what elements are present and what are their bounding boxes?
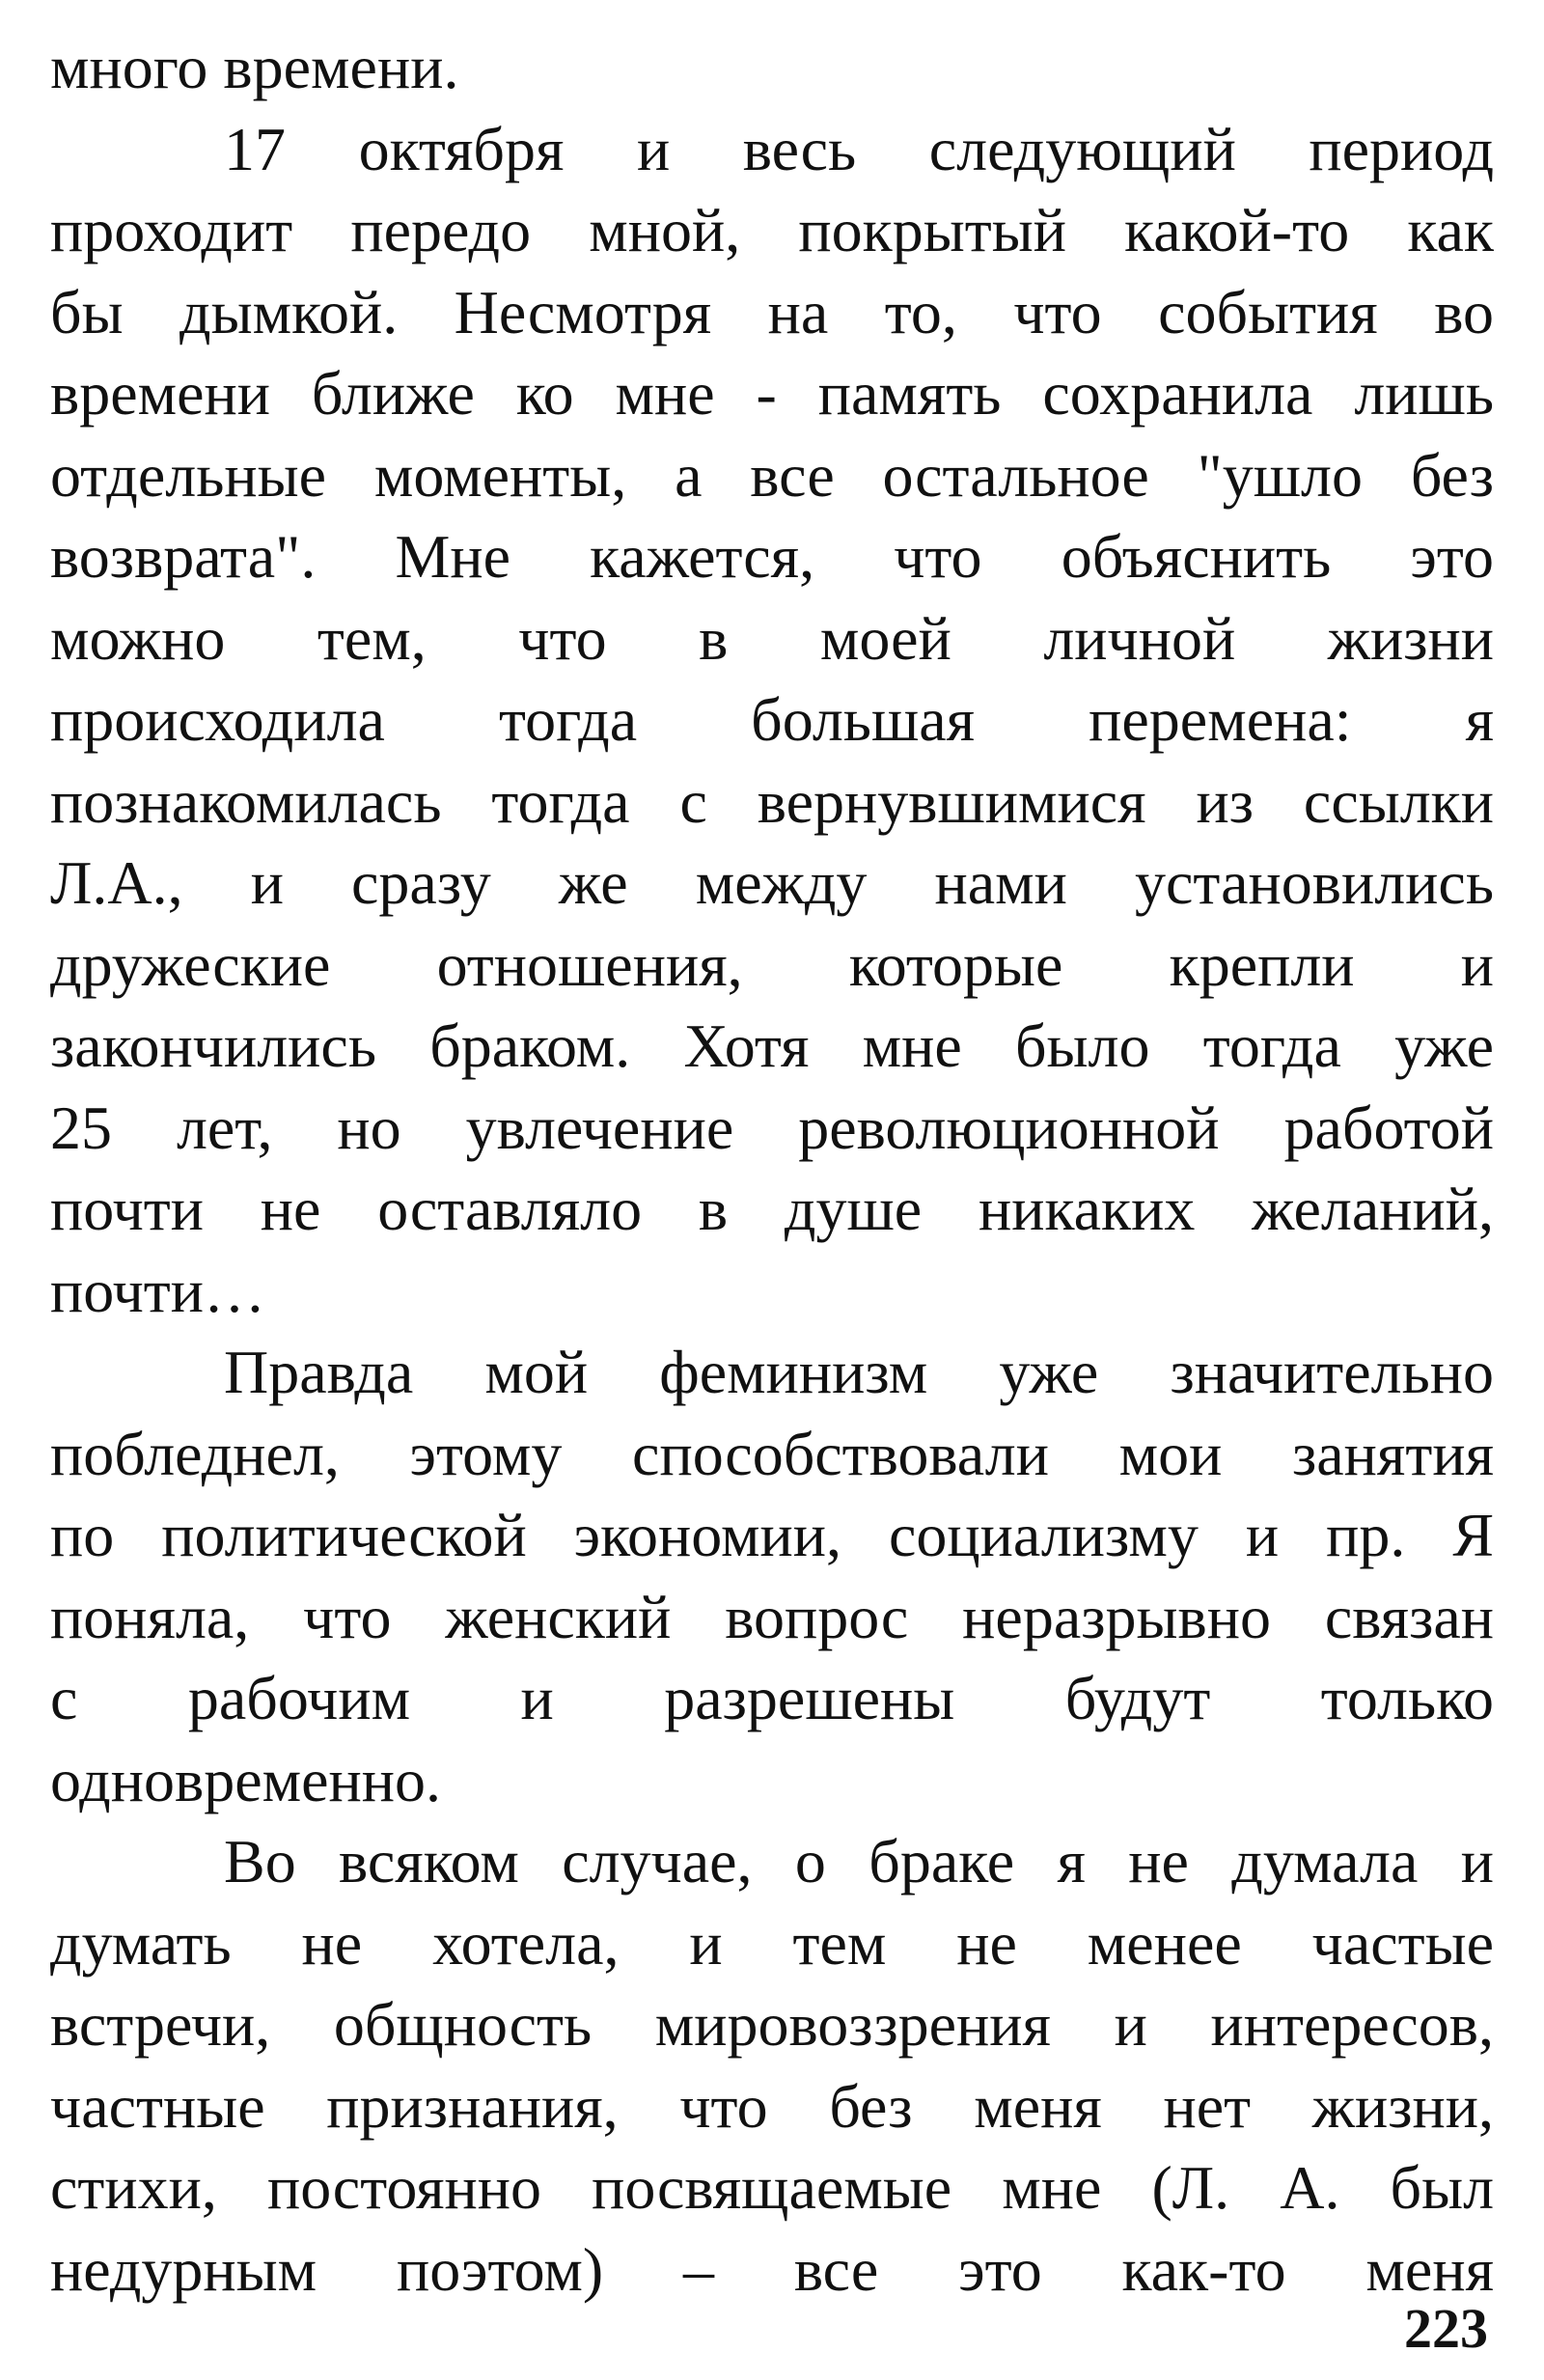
text-line: думать не хотела, и тем не менее частые (50, 1908, 1494, 1978)
body-text (50, 27, 1494, 2311)
text-line: почти не оставляло в душе никаких желаний, (50, 1175, 1494, 1243)
text-line: 17 октября и весь следующий период (224, 114, 1494, 183)
text-line: Правда мой феминизм уже значительно (224, 1338, 1494, 1406)
text-line: Во всяком случае, о браке я не думала и (224, 1827, 1494, 1896)
text-line: закончились браком. Хотя мне было тогда уже (50, 1011, 1494, 1080)
text-line: стихи, постоянно посвящаемые мне (Л. А. был (50, 2153, 1494, 2222)
text-line: происходила тогда большая перемена: я (50, 685, 1494, 754)
text-line: 25 лет, но увлечение революционной работой (50, 1093, 1494, 1162)
text-line: почти… (50, 1256, 265, 1325)
text-line: можно тем, что в моей личной жизни (50, 603, 1494, 673)
text-line: отдельные моменты, а все остальное "ушло без (50, 440, 1494, 510)
text-line: частные признания, что без меня нет жизни, (50, 2071, 1494, 2141)
text-line: побледнел, этому способствовали мои занятия (50, 1419, 1494, 1488)
text-line: встречи, общность мировоззрения и интересов, (50, 1990, 1494, 2059)
text-line: времени ближе ко мне - память сохранила лишь (50, 359, 1494, 428)
text-line: Л.А., и сразу же между нами установились (50, 848, 1494, 917)
text-line: проходит передо мной, покрытый какой-то как (50, 196, 1494, 264)
text-line: познакомилась тогда с вернувшимися из ссылки (50, 766, 1494, 836)
text-line: много времени. (50, 33, 459, 101)
text-line: дружеские отношения, которые крепли и (50, 929, 1494, 999)
text-line: одновременно. (50, 1745, 441, 1814)
text-line: с рабочим и разрешены будут только (50, 1664, 1494, 1732)
page-number: 223 (1404, 2297, 1488, 2360)
text-line: недурным поэтом) – все это как-то меня (50, 2234, 1494, 2304)
text-line: по политической экономии, социализму и пр. Я (50, 1501, 1494, 1569)
text-line: возврата". Мне кажется, что объяснить это (50, 522, 1494, 591)
text-line: бы дымкой. Несмотря на то, что события во (50, 277, 1494, 346)
text-line: поняла, что женский вопрос неразрывно связан (50, 1582, 1494, 1651)
